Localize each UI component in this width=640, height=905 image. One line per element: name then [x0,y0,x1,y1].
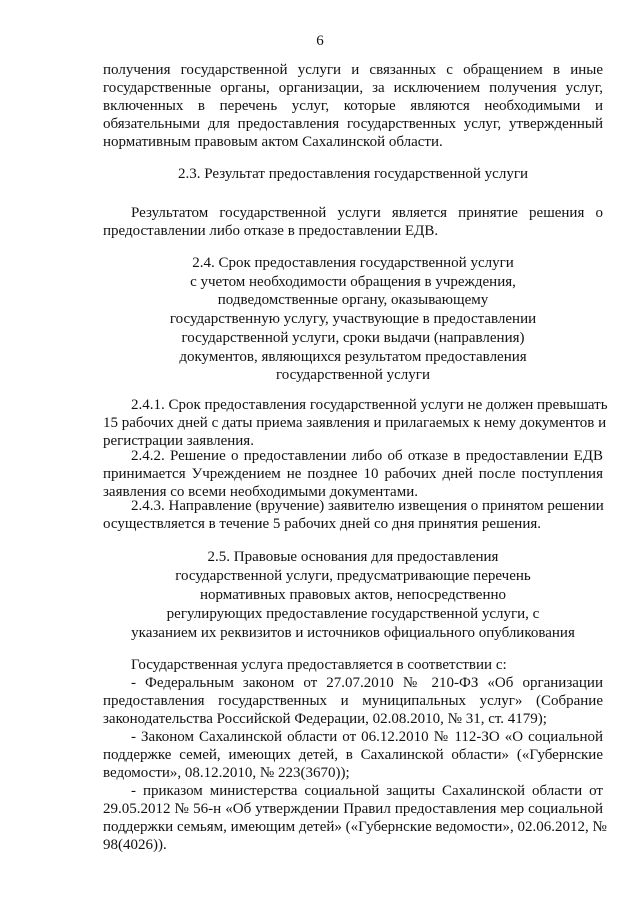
text-line: заявления со всеми необходимыми документами. [103,484,418,500]
text-line: включенных в перечень услуг, которые являются необходимыми и [103,98,603,114]
text-line: 98(4026)). [103,837,167,853]
heading-line: документов, являющихся результатом предоставления [179,348,527,365]
text-line: ведомости», 08.12.2010, № 223(3670)); [103,765,350,781]
text-line: регистрации заявления. [103,433,254,449]
text-line: поддержки семьям, имеющим детей» («Губернские ведомости», 02.06.2012, № [103,819,607,835]
heading-line: регулирующих предоставление государственной услуги, с [166,606,540,622]
text-line: Государственная услуга предоставляется в соответствии с: [131,657,507,673]
text-line: - приказом министерства социальной защиты Сахалинской области от [131,783,603,799]
heading-line: подведомственные органу, оказывающему [217,292,489,309]
intro-paragraph [103,61,603,151]
text-line: законодательства Российской Федерации, 02.08.2010, № 31, ст. 4179); [103,711,547,727]
section-2-3-heading: 2.3. Результат предоставления государственной услуги [177,166,528,182]
text-line: нормативным правовым актом Сахалинской области. [103,134,443,150]
text-line: осуществляется в течение 5 рабочих дней со дня принятия решения. [103,516,542,532]
section-2-5-heading [103,548,603,643]
text-line: поддержке семей, имеющих детей, в Сахалинской области» («Губернские [103,747,603,763]
heading-line: государственной услуги [276,367,430,384]
section-2-5-body [103,656,607,854]
section-2-4-2-paragraph [103,447,603,501]
text-line: государственные органы, организации, за исключением получения услуг, [103,80,603,96]
text-line: Результатом государственной услуги является принятие решения о [131,205,603,221]
heading-line: с учетом необходимости обращения в учреждения, [190,273,516,290]
heading-line: нормативных правовых актов, непосредственно [200,587,506,603]
text-line: 2.4.3. Направление (вручение) заявителю извещения о принятом решении [131,498,604,514]
text-line: 29.05.2012 № 56-н «Об утверждении Правил предоставления мер социальной [103,801,603,817]
page-number: 6 [316,33,324,49]
heading-line: государственную услугу, участвующие в предоставлении [169,311,537,328]
text-line: 2.4.1. Срок предоставления государственной услуги не должен превышать [131,397,608,413]
section-2-4-1-paragraph [103,396,608,450]
text-line: получения государственной услуги и связанных с обращением в иные [103,62,603,78]
text-line: 2.4.2. Решение о предоставлении либо об отказе в предоставлении ЕДВ [131,448,603,464]
text-line: - Федеральным законом от 27.07.2010 № 210-ФЗ «Об организации [131,675,603,691]
heading-line: государственной услуги, сроки выдачи (направления) [181,329,525,346]
heading-line: указанием их реквизитов и источников официального опубликования [131,625,575,641]
text-line: обязательными для предоставления государственных услуг, утвержденный [103,116,603,132]
section-2-3-paragraph [103,204,603,240]
text-line: - Законом Сахалинской области от 06.12.2010 № 112-ЗО «О социальной [131,729,603,745]
text-line: предоставления государственных и муниципальных услуг» (Собрание [103,693,603,709]
heading-line: 2.4. Срок предоставления государственной услуги [192,255,514,271]
text-line: 15 рабочих дней с даты приема заявления и прилагаемых к нему документов и [103,415,607,431]
section-2-4-heading [103,254,603,385]
section-2-4-3-paragraph [103,497,603,533]
text-line: предоставлении либо отказе в предоставлении ЕДВ. [103,223,439,239]
heading-line: государственной услуги, предусматривающие перечень [175,568,531,584]
heading-line: 2.5. Правовые основания для предоставления [207,549,499,565]
text-line: принимается Учреждением не позднее 10 рабочих дней после поступления [103,466,603,482]
